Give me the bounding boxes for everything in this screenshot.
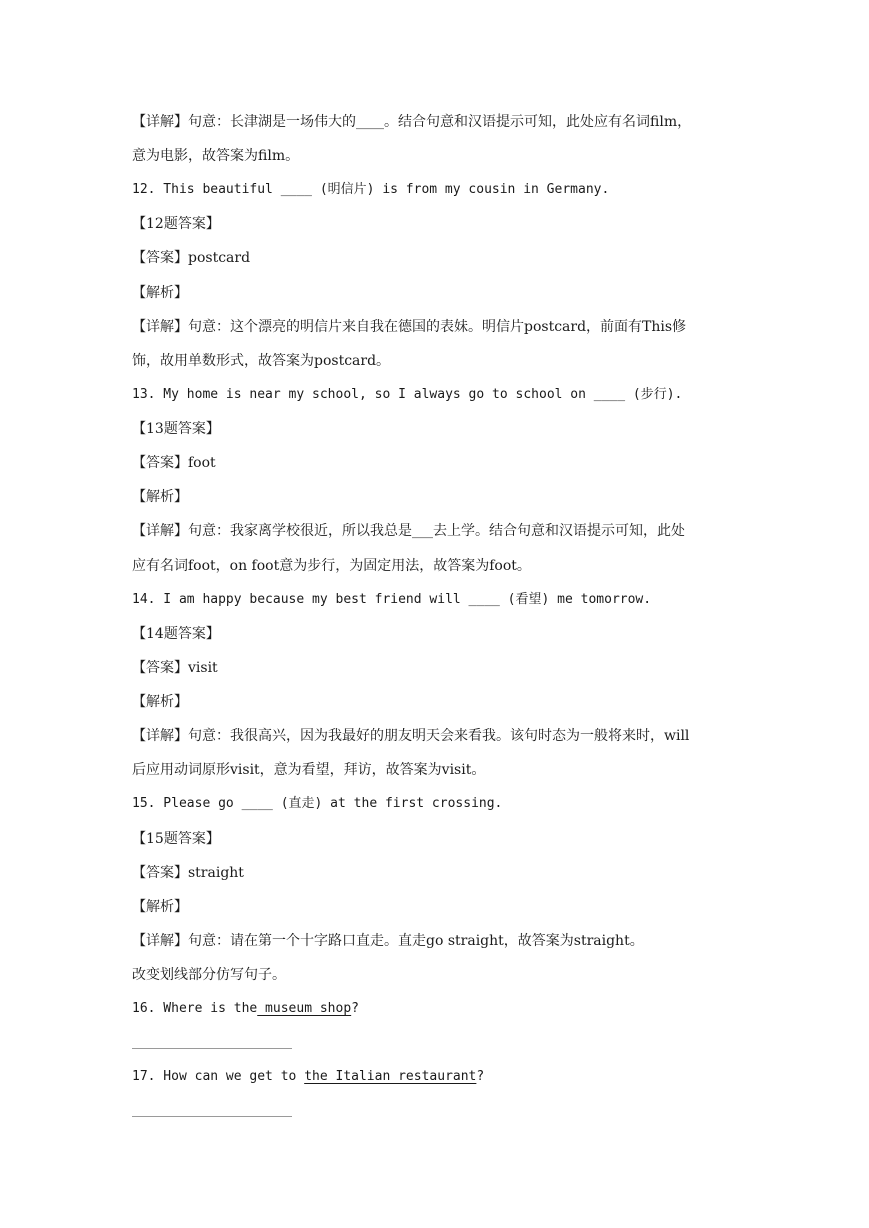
q16-suffix: ? [351, 1001, 359, 1016]
q11-detail-line-2: 意为电影，故答案为film。 [132, 148, 300, 164]
q12-answer: 【答案】postcard [132, 250, 251, 266]
q12-detail-line-2: 饰，故用单数形式，故答案为postcard。 [132, 353, 391, 369]
q16-question [132, 1000, 359, 1018]
q15-question: 15. Please go ____ (直走) at the first crossing. [132, 796, 503, 811]
q13-question: 13. My home is near my school, so I always go to school on ____ (步行). [132, 387, 683, 402]
q17-answer-line[interactable] [132, 1116, 292, 1117]
q15-detail: 【详解】句意：请在第一个十字路口直走。直走go straight，故答案为straight。 [132, 933, 644, 949]
q16-underlined-phrase: museum shop [257, 1001, 352, 1016]
q16-answer-line[interactable] [132, 1048, 292, 1049]
q12-heading: 【12题答案】 [132, 216, 220, 232]
q17-prefix: 17. How can we get to [132, 1069, 305, 1084]
q12-analysis: 【解析】 [132, 285, 188, 301]
q17-suffix: ? [476, 1069, 485, 1084]
q14-detail-line-1: 【详解】句意：我很高兴，因为我最好的朋友明天会来看我。该句时态为一般将来时，will [132, 728, 690, 744]
q14-analysis: 【解析】 [132, 694, 188, 710]
q17-underlined-phrase: the Italian restaurant [304, 1069, 477, 1084]
q12-question: 12. This beautiful ____ (明信片) is from my cousin in Germany. [132, 182, 610, 197]
section-instruction: 改变划线部分仿写句子。 [132, 967, 286, 983]
q14-answer: 【答案】visit [132, 660, 218, 676]
q15-heading: 【15题答案】 [132, 831, 220, 847]
q13-detail-line-2: 应有名词foot，on foot意为步行，为固定用法，故答案为foot。 [132, 558, 531, 574]
q11-detail-line-1: 【详解】句意：长津湖是一场伟大的____。结合句意和汉语提示可知，此处应有名词film， [132, 114, 692, 130]
q15-analysis: 【解析】 [132, 899, 188, 915]
q14-detail-line-2: 后应用动词原形visit，意为看望，拜访，故答案为visit。 [132, 762, 486, 778]
q16-prefix: 16. Where is the [132, 1001, 258, 1016]
q14-heading: 【14题答案】 [132, 626, 220, 642]
q17-question [132, 1068, 484, 1086]
q14-question: 14. I am happy because my best friend will ____ (看望) me tomorrow. [132, 592, 652, 607]
q15-answer: 【答案】straight [132, 865, 244, 881]
q13-analysis: 【解析】 [132, 489, 188, 505]
q13-heading: 【13题答案】 [132, 421, 220, 437]
q13-answer: 【答案】foot [132, 455, 216, 471]
q12-detail-line-1: 【详解】句意：这个漂亮的明信片来自我在德国的表妹。明信片postcard，前面有This修 [132, 319, 687, 335]
q13-detail-line-1: 【详解】句意：我家离学校很近，所以我总是___去上学。结合句意和汉语提示可知，此处 [132, 523, 685, 539]
